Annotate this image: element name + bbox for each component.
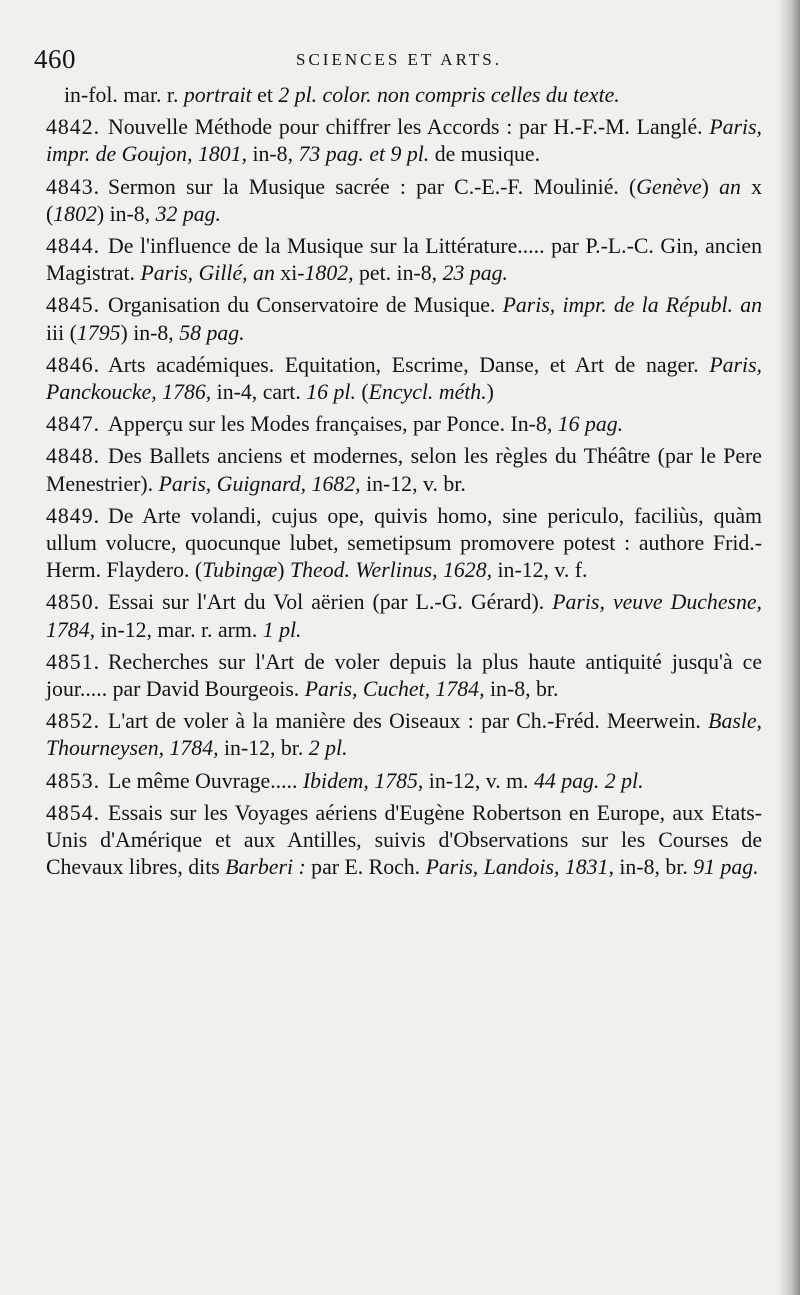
continued-entry: in-fol. mar. r. portrait et 2 pl. color. non compris celles du texte. xyxy=(64,83,620,107)
entry-number: 4851. xyxy=(46,649,101,674)
entry-4843: 4843. Sermon sur la Musique sacrée : par C.-E.-F. Moulinié. (Genève) an x (1802) in-8, 32 pag. xyxy=(46,174,762,226)
entry-4842: 4842. Nouvelle Méthode pour chiffrer les Accords : par H.-F.-M. Langlé. Paris, impr. de Goujon, 1801, in-8, 73 pag. et 9 pl. de musique. xyxy=(46,115,762,167)
entry-number: 4846. xyxy=(46,352,101,377)
entry-number: 4848. xyxy=(46,444,101,469)
entry-4847: 4847. Apperçu sur les Modes françaises, par Ponce. In-8, 16 pag. xyxy=(46,411,762,438)
entry-4850: 4850. Essai sur l'Art du Vol aërien (par L.-G. Gérard). Paris, veuve Duchesne, 1784, in-12, mar. r. arm. 1 pl. xyxy=(46,590,762,642)
catalogue-entries xyxy=(46,82,762,886)
entry-number: 4852. xyxy=(46,709,101,734)
entry-number: 4844. xyxy=(46,234,101,259)
page-number: 460 xyxy=(34,44,76,74)
page-header xyxy=(34,44,764,84)
entry-4845: 4845. Organisation du Conservatoire de Musique. Paris, impr. de la Républ. an iii (1795) in-8, 58 pag. xyxy=(46,293,762,345)
entry-number: 4850. xyxy=(46,590,101,615)
entry-number: 4843. xyxy=(46,174,101,199)
entry-4844: 4844. De l'influence de la Musique sur la Littérature..... par P.-L.-C. Gin, ancien Magistrat. Paris, Gillé, an xi-1802, pet. in-8, 23 pag. xyxy=(46,234,762,286)
entry-4849: 4849. De Arte volandi, cujus ope, quivis homo, sine periculo, faciliùs, quàm ullum volucre, quocunque lubet, semetipsum promovere potest : authore Frid.-Herm. Flaydero. (Tubingæ) Theod. Werlinus, 1628, in-12, v. f. xyxy=(46,503,762,583)
entry-4852: 4852. L'art de voler à la manière des Oiseaux : par Ch.-Fréd. Meerwein. Basle, Thourneysen, 1784, in-12, br. 2 pl. xyxy=(46,709,762,761)
entry-number: 4853. xyxy=(46,768,101,793)
entry-number: 4854. xyxy=(46,800,101,825)
entry-4851: 4851. Recherches sur l'Art de voler depuis la plus haute antiquité jusqu'à ce jour..... par David Bourgeois. Paris, Cuchet, 1784, in-8, br. xyxy=(46,649,762,702)
entry-number: 4847. xyxy=(46,412,101,437)
running-title: SCIENCES ET ARTS. xyxy=(295,50,502,69)
entry-4854: 4854. Essais sur les Voyages aériens d'Eugène Robertson en Europe, aux Etats-Unis d'Amérique et aux Antilles, suivis d'Observations sur les Courses de Chevaux libres, dits Barberi : par E. Roch. Paris, Landois, 1831, in-8, br. 91 pag. xyxy=(46,800,762,880)
entry-number: 4849. xyxy=(46,503,101,528)
entry-number: 4842. xyxy=(46,115,101,140)
entry-4853: 4853. Le même Ouvrage..... Ibidem, 1785, in-12, v. m. 44 pag. 2 pl. xyxy=(46,768,762,795)
entry-number: 4845. xyxy=(46,293,101,318)
entry-4848: 4848. Des Ballets anciens et modernes, selon les règles du Théâtre (par le Pere Menestrier). Paris, Guignard, 1682, in-12, v. br. xyxy=(46,444,762,496)
entry-4846: 4846. Arts académiques. Equitation, Escrime, Danse, et Art de nager. Paris, Panckoucke, 1786, in-4, cart. 16 pl. (Encycl. méth.) xyxy=(46,352,762,405)
